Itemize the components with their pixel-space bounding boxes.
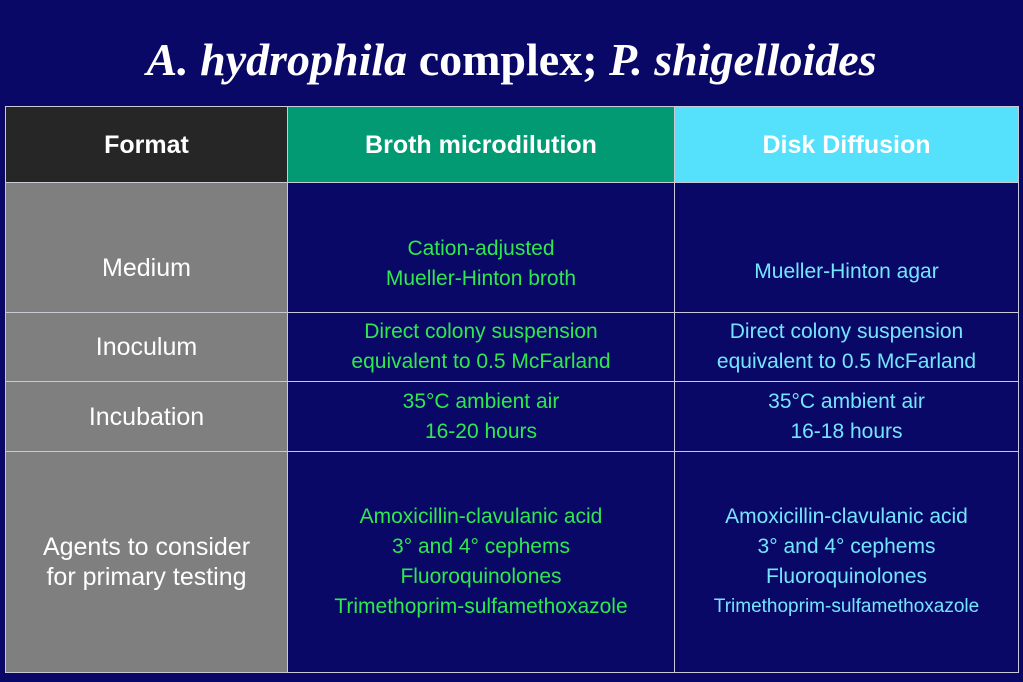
cell-inoculum-broth — [288, 313, 675, 382]
row-label-text: Inoculum — [95, 333, 198, 361]
row-label-text: for primary testing — [46, 563, 247, 591]
header-broth-microdilution: Broth microdilution — [288, 107, 675, 183]
cell-text: Cation-adjusted — [407, 237, 555, 260]
slide-title — [0, 28, 1023, 92]
title-organism-1: A. hydrophila — [146, 34, 408, 85]
cell-text: 16-20 hours — [424, 419, 538, 443]
row-inoculum — [6, 313, 1019, 382]
row-label-incubation — [6, 382, 288, 452]
cell-text: 35°C ambient air — [768, 389, 925, 413]
row-label-text: Incubation — [88, 402, 205, 431]
row-incubation — [6, 382, 1019, 452]
cell-medium-disk — [675, 183, 1019, 313]
cell-text: Fluoroquinolones — [765, 565, 928, 588]
cell-text: 16-18 hours — [790, 419, 903, 443]
cell-text: Amoxicillin-clavulanic acid — [359, 505, 603, 528]
cell-text: Trimethoprim-sulfamethoxazole — [713, 596, 980, 617]
row-label-inoculum — [6, 313, 288, 382]
cell-text: Mueller-Hinton broth — [385, 267, 577, 290]
header-disk-diffusion: Disk Diffusion — [675, 107, 1019, 183]
cell-text: Trimethoprim-sulfamethoxazole — [334, 595, 628, 618]
cell-text: Mueller-Hinton agar — [754, 259, 939, 283]
cell-inoculum-disk — [675, 313, 1019, 382]
row-label-text: Medium — [102, 254, 191, 282]
header-row — [6, 107, 1019, 183]
header-format: Format — [6, 107, 288, 183]
cell-text: Direct colony suspension — [729, 320, 964, 343]
row-label-agents — [6, 452, 288, 673]
title-organism-2: P. shigelloides — [609, 34, 877, 85]
cell-text: Direct colony suspension — [364, 320, 598, 343]
cell-text: 35°C ambient air — [402, 389, 560, 413]
cell-medium-broth — [288, 183, 675, 313]
cell-text: equivalent to 0.5 McFarland — [716, 350, 977, 373]
row-agents — [6, 452, 1019, 673]
title-connector: complex; — [407, 34, 610, 85]
row-medium — [6, 183, 1019, 313]
cell-incubation-broth — [288, 382, 675, 452]
cell-incubation-disk — [675, 382, 1019, 452]
cell-text: Amoxicillin-clavulanic acid — [725, 505, 968, 528]
cell-text: equivalent to 0.5 McFarland — [351, 350, 611, 373]
cell-text: Fluoroquinolones — [400, 565, 562, 588]
row-label-text: Agents to consider — [42, 533, 251, 561]
cell-agents-broth — [288, 452, 675, 673]
cell-text: 3° and 4° cephems — [392, 535, 570, 558]
testing-methods-table — [5, 106, 1019, 673]
row-label-medium — [6, 183, 288, 313]
cell-agents-disk — [675, 452, 1019, 673]
cell-text: 3° and 4° cephems — [757, 535, 936, 558]
